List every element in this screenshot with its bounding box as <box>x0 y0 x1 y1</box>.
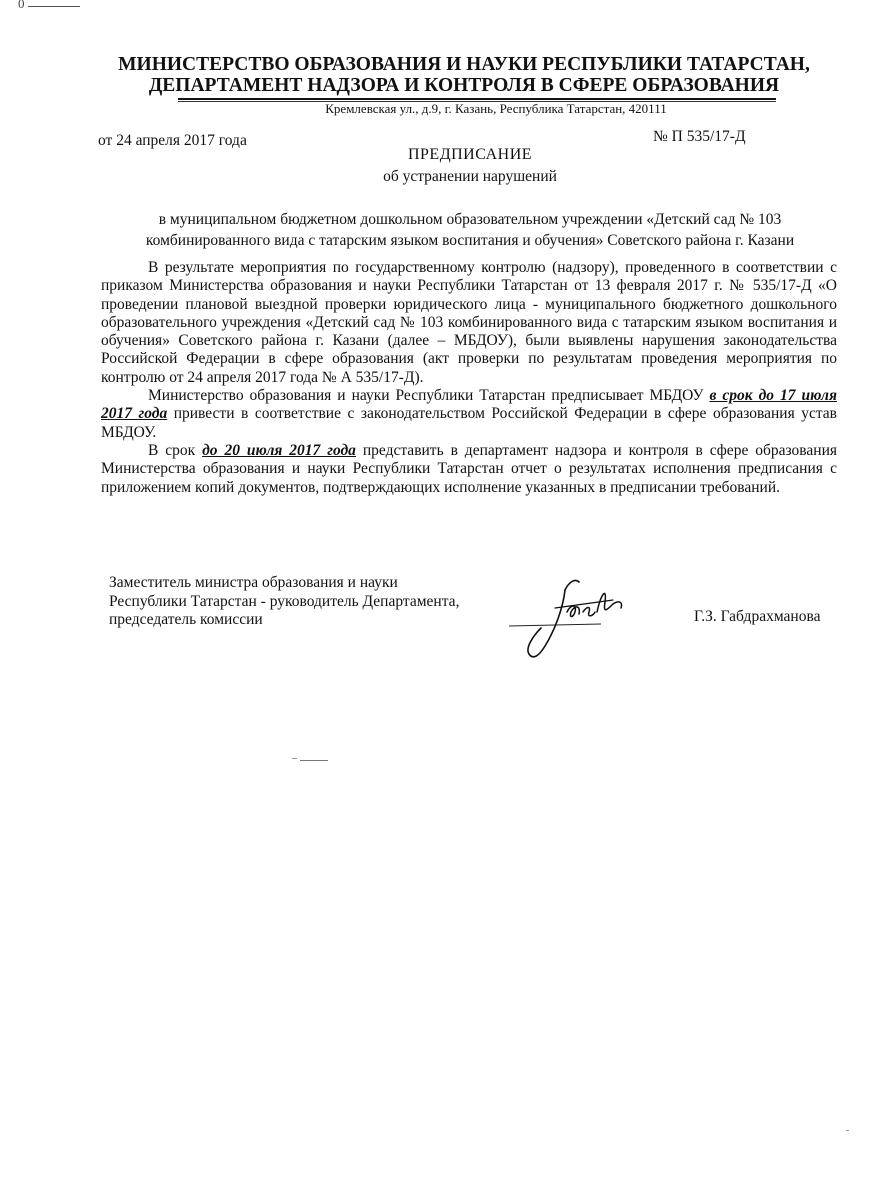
scan-mark <box>300 760 328 761</box>
document-number: № П 535/17-Д <box>653 128 746 145</box>
edge-mark: 0 <box>18 0 25 11</box>
signer-name: Г.З. Габдрахманова <box>694 608 821 625</box>
header-ministry: МИНИСТЕРСТВО ОБРАЗОВАНИЯ И НАУКИ РЕСПУБЛИКИ ТАТАРСТАН, <box>118 54 810 75</box>
paragraph-report-text: В срок <box>148 441 203 459</box>
paragraph-report-rest: представить в департамент надзора и контроля в сфере образования Министерства образования и науки Республики Татарстан отчет о результатах исполнения предписания с приложением копий документов, подтверждающих исполнение указанных в предписании требований. <box>101 441 838 496</box>
handwritten-signature <box>505 568 645 668</box>
document-subtitle: об устранении нарушений <box>383 168 557 185</box>
document-date: от 24 апреля 2017 года <box>98 132 247 149</box>
scan-mark <box>846 1130 849 1131</box>
signer-line-2: Республики Татарстан - руководитель Департамента, <box>109 592 460 610</box>
organization-block <box>100 209 840 251</box>
scan-mark <box>292 758 297 759</box>
deadline-report: до 20 июля 2017 года <box>202 441 356 459</box>
paragraph-report <box>101 442 837 497</box>
paragraph-order <box>101 387 837 442</box>
document-title: ПРЕДПИСАНИЕ <box>407 146 533 163</box>
organization-line-1: в муниципальном бюджетном дошкольном образовательном учреждении «Детский сад № 103 <box>158 211 782 228</box>
header-address: Кремлевская ул., д.9, г. Казань, Республика Татарстан, 420111 <box>325 101 667 116</box>
paragraph-order-rest: привести в соответствие с законодательством Российской Федерации в сфере образования устав МБДОУ. <box>101 405 837 441</box>
signer-block <box>109 574 459 630</box>
paragraph-order-text: Министерство образования и науки Республики Татарстан предписывает МБДОУ <box>148 387 710 405</box>
signer-line-3: председатель комиссии <box>109 611 263 628</box>
organization-line-2: комбинированного вида с татарским языком воспитания и обучения» Советского района г. Казани <box>145 232 795 249</box>
deadline-charter: в срок до 17 июля 2017 года <box>101 387 837 423</box>
header-rule <box>178 98 776 100</box>
header-department: ДЕПАРТАМЕНТ НАДЗОРА И КОНТРОЛЯ В СФЕРЕ ОБРАЗОВАНИЯ <box>148 75 780 96</box>
signer-line-1: Заместитель министра образования и науки <box>109 574 398 591</box>
edge-line <box>28 6 80 7</box>
paragraph-findings: В результате мероприятия по государственному контролю (надзору), проведенного в соответствии с приказом Министерства образования и науки Республики Татарстан от 13 февраля 2017 г. № 535/17-Д «О проведении плановой выездной проверки юридического лица - муниципального бюджетного дошкольного образовательного учреждения «Детский сад № 103 комбинированного вида с татарским языком воспитания и обучения» Советского района г. Казани (далее – МБДОУ), были выявлены нарушения законодательства Российской Федерации в сфере образования (акт проверки по результатам проведения мероприятия по контролю от 24 апреля 2017 года № А 535/17-Д). <box>101 259 837 386</box>
document-body <box>101 259 837 497</box>
